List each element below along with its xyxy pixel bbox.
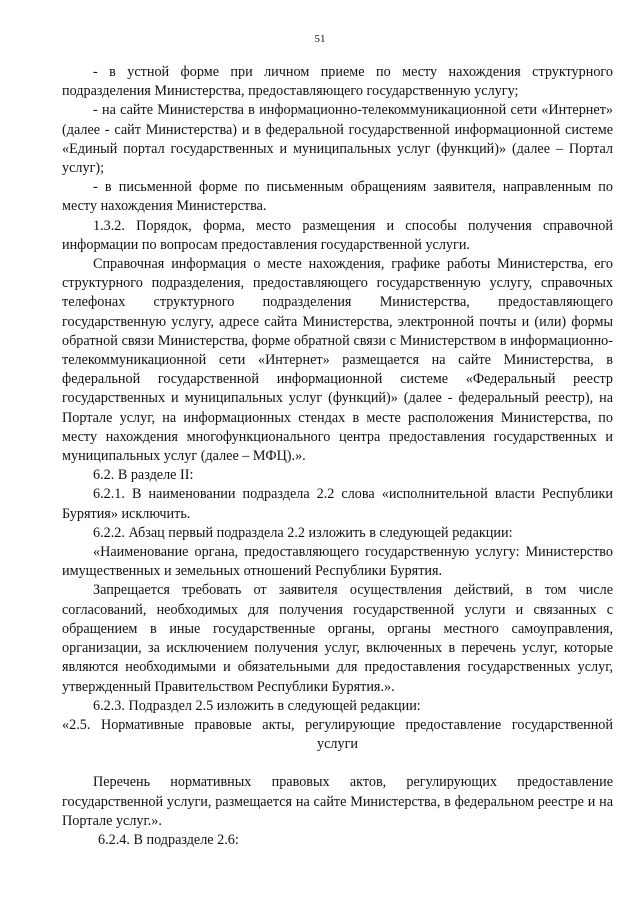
paragraph-6-2-3: 6.2.3. Подраздел 2.5 изложить в следующей редакции: xyxy=(93,697,421,714)
paragraph-authority-name: «Наименование органа, предоставляющего государственную услугу: Министерство имущественных и земельных отношений Республики Бурятия. xyxy=(62,544,613,580)
paragraph-oral-form: - в устной форме при личном приеме по месту нахождения структурного подразделения Министерства, предоставляющего государственную услугу; xyxy=(62,64,613,100)
paragraph-website: - на сайте Министерства в информационно-телекоммуникационной сети «Интернет» (далее - сайт Министерства) и в федеральной государственной информационной системе «Единый портал государственных и муниципальных услуг (функций)» (далее – Портал услуг); xyxy=(62,102,613,177)
paragraph-6-2-4: 6.2.4. В подразделе 2.6: xyxy=(98,831,239,848)
paragraph-6-2-2: 6.2.2. Абзац первый подраздела 2.2 изложить в следующей редакции: xyxy=(93,524,513,541)
section-heading-line2: услуги xyxy=(317,736,358,753)
section-heading-line1: «2.5. Нормативные правовые акты, регулирующие предоставление государственной xyxy=(62,716,613,733)
paragraph-6-2: 6.2. В разделе II: xyxy=(93,467,194,484)
paragraph-1-3-2: 1.3.2. Порядок, форма, место размещения и способы получения справочной информации по вопросам предоставления государственной услуги. xyxy=(62,217,613,253)
paragraph-prohibition: Запрещается требовать от заявителя осуществления действий, в том числе согласований, необходимых для получения государственной услуги и связанных с обращением в иные государственные органы, органы местного самоуправления, организации, за исключением получения услуг, включенных в перечень услуг, которые являются необходимыми и обязательными для предоставления государственных услуг, утвержденный Правительством Республики Бурятия.». xyxy=(62,582,613,695)
page-number: 51 xyxy=(314,33,326,45)
paragraph-reference-info: Справочная информация о месте нахождения, графике работы Министерства, его структурного подразделения, предоставляющего государственную услугу, справочных телефонах структурного подразделения Министерства, предоставляющего государственную услугу, адресе сайта Министерства, электронной почты и (или) формы обратной связи Министерства, форме обратной связи с Министерством в информационно- телекоммуникационной сети «Интернет» размещается на сайте Министерства, в федеральной государственной информационной системе «Федеральный реестр государственных и муниципальных услуг (функций)» (далее - федеральный реестр), на Портале услуг, на информационных стендах в месте расположения Министерства, по месту нахождения многофункционального центра предоставления государственных и муниципальных услуг (далее – МФЦ).». xyxy=(62,256,613,465)
paragraph-legal-acts-list: Перечень нормативных правовых актов, регулирующих предоставление государственной услуги, размещается на сайте Министерства, в федеральном реестре и на Портале услуг.». xyxy=(62,774,613,829)
section-heading-2-5 xyxy=(62,716,613,754)
document-body xyxy=(62,63,613,850)
blank-line xyxy=(62,754,613,773)
paragraph-written-form: - в письменной форме по письменным обращениям заявителя, направленным по месту нахождения Министерства. xyxy=(62,179,613,215)
paragraph-6-2-1: 6.2.1. В наименовании подраздела 2.2 слова «исполнительной власти Республики Бурятия» исключить. xyxy=(62,486,613,522)
